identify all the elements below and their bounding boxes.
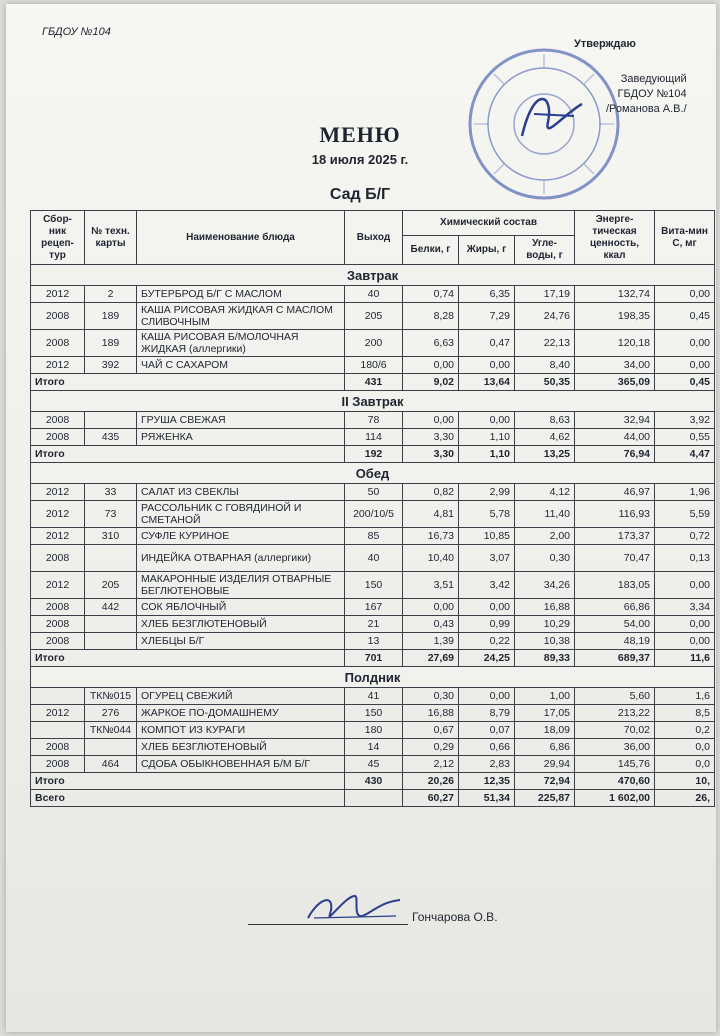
cell-vitamin: 1,6 [655,688,715,705]
col-vitamin: Вита-мин С, мг [655,211,715,265]
cell-protein: 0,30 [403,688,459,705]
table-row [31,357,715,374]
table-row [31,429,715,446]
table-row [31,705,715,722]
cell-collection: 2008 [31,633,85,650]
cell-dish: ХЛЕБ БЕЗГЛЮТЕНОВЫЙ [137,739,345,756]
cell-fat: 10,85 [459,528,515,545]
total-row [31,446,715,463]
cell-energy: 132,74 [575,286,655,303]
cell-dish: ХЛЕБЦЫ Б/Г [137,633,345,650]
cell-vitamin: 0,2 [655,722,715,739]
section-title: Полдник [31,667,715,688]
cell-protein: 0,29 [403,739,459,756]
cell-carbs: 18,09 [515,722,575,739]
cell-energy: 116,93 [575,501,655,528]
cell-carbs: 10,38 [515,633,575,650]
cell-yield: 192 [345,446,403,463]
cell-carbs: 6,86 [515,739,575,756]
cell-collection: 2008 [31,429,85,446]
cell-tech-card: 435 [85,429,137,446]
cell-tech-card: 442 [85,599,137,616]
col-collection: Сбор-ник рецеп-тур [31,211,85,265]
cell-tech-card: 189 [85,303,137,330]
cell-protein: 3,30 [403,429,459,446]
cell-vitamin: 0,0 [655,739,715,756]
cell-yield: 21 [345,616,403,633]
cell-carbs: 0,30 [515,545,575,572]
table-row [31,545,715,572]
cell-carbs: 17,19 [515,286,575,303]
approve-label: Утверждаю [574,38,636,50]
table-row [31,739,715,756]
cell-carbs: 89,33 [515,650,575,667]
cell-collection: 2012 [31,528,85,545]
cell-fat: 0,00 [459,599,515,616]
cell-dish: ХЛЕБ БЕЗГЛЮТЕНОВЫЙ [137,616,345,633]
cell-yield: 180 [345,722,403,739]
cell-carbs: 72,94 [515,773,575,790]
cell-carbs: 50,35 [515,374,575,391]
menu-table [30,210,715,807]
cell-yield: 180/6 [345,357,403,374]
section-header [31,265,715,286]
cell-dish: КАША РИСОВАЯ ЖИДКАЯ С МАСЛОМ СЛИВОЧНЫМ [137,303,345,330]
cell-collection: 2008 [31,412,85,429]
cell-carbs: 13,25 [515,446,575,463]
cell-protein: 1,39 [403,633,459,650]
cell-dish: СОК ЯБЛОЧНЫЙ [137,599,345,616]
cell-energy: 66,86 [575,599,655,616]
cell-vitamin: 0,00 [655,286,715,303]
cell-vitamin: 0,00 [655,572,715,599]
cell-energy: 689,37 [575,650,655,667]
cell-tech-card [85,616,137,633]
cell-dish: КАША РИСОВАЯ Б/МОЛОЧНАЯ ЖИДКАЯ (аллергики) [137,330,345,357]
cell-collection: 2008 [31,330,85,357]
cell-tech-card: 276 [85,705,137,722]
cell-energy: 173,37 [575,528,655,545]
cell-energy: 48,19 [575,633,655,650]
section-title: II Завтрак [31,391,715,412]
col-carbs: Угле-воды, г [515,236,575,265]
cell-dish: ИНДЕЙКА ОТВАРНАЯ (аллергики) [137,545,345,572]
cell-yield: 200 [345,330,403,357]
cell-fat: 51,34 [459,790,515,807]
cell-yield: 50 [345,484,403,501]
cell-dish: САЛАТ ИЗ СВЕКЛЫ [137,484,345,501]
cell-protein: 3,30 [403,446,459,463]
cell-dish: РЯЖЕНКА [137,429,345,446]
cell-dish: ОГУРЕЦ СВЕЖИЙ [137,688,345,705]
total-row [31,374,715,391]
cell-energy: 76,94 [575,446,655,463]
cell-yield: 430 [345,773,403,790]
cell-protein: 10,40 [403,545,459,572]
cell-protein: 8,28 [403,303,459,330]
cell-dish: СУФЛЕ КУРИНОЕ [137,528,345,545]
cell-dish: ЧАЙ С САХАРОМ [137,357,345,374]
cell-yield: 14 [345,739,403,756]
cell-fat: 3,42 [459,572,515,599]
cell-protein: 6,63 [403,330,459,357]
cell-tech-card: 33 [85,484,137,501]
cell-protein: 0,82 [403,484,459,501]
cell-yield: 701 [345,650,403,667]
cell-dish: КОМПОТ ИЗ КУРАГИ [137,722,345,739]
cell-fat: 1,10 [459,446,515,463]
cell-energy: 70,47 [575,545,655,572]
cell-collection [31,688,85,705]
col-tech-card: № техн. карты [85,211,137,265]
cell-fat: 0,00 [459,412,515,429]
cell-tech-card: 205 [85,572,137,599]
cell-fat: 0,00 [459,688,515,705]
cell-energy: 120,18 [575,330,655,357]
cell-tech-card [85,633,137,650]
cell-fat: 6,35 [459,286,515,303]
cell-fat: 0,00 [459,357,515,374]
cell-protein: 16,73 [403,528,459,545]
cell-yield: 150 [345,705,403,722]
cell-collection: 2012 [31,705,85,722]
cell-tech-card: 310 [85,528,137,545]
signature-line [248,924,408,925]
cell-yield: 85 [345,528,403,545]
menu-subtitle: Сад Б/Г [329,186,391,203]
approver-name: /Романова А.В./ [606,103,687,115]
cell-collection: 2008 [31,599,85,616]
cell-energy: 365,09 [575,374,655,391]
cell-carbs: 22,13 [515,330,575,357]
cell-vitamin: 0,00 [655,616,715,633]
cell-energy: 145,76 [575,756,655,773]
cell-fat: 0,99 [459,616,515,633]
cell-protein: 20,26 [403,773,459,790]
cell-tech-card: 464 [85,756,137,773]
table-row [31,688,715,705]
table-row [31,599,715,616]
cell-dish: БУТЕРБРОД Б/Г С МАСЛОМ [137,286,345,303]
cell-yield: 200/10/5 [345,501,403,528]
table-row [31,572,715,599]
cell-protein: 0,43 [403,616,459,633]
cell-protein: 0,00 [403,357,459,374]
cell-fat: 0,07 [459,722,515,739]
cell-fat: 13,64 [459,374,515,391]
cell-carbs: 34,26 [515,572,575,599]
cell-tech-card [85,545,137,572]
cell-vitamin: 11,6 [655,650,715,667]
cell-energy: 213,22 [575,705,655,722]
cell-tech-card: ТК№044 [85,722,137,739]
cell-carbs: 24,76 [515,303,575,330]
cell-vitamin: 0,00 [655,330,715,357]
cell-energy: 183,05 [575,572,655,599]
cell-yield: 78 [345,412,403,429]
cell-yield: 431 [345,374,403,391]
cell-energy: 54,00 [575,616,655,633]
cell-tech-card: 392 [85,357,137,374]
cell-vitamin: 0,0 [655,756,715,773]
cell-yield: 40 [345,545,403,572]
cell-protein: 3,51 [403,572,459,599]
total-label: Итого [31,374,345,391]
cell-tech-card: ТК№015 [85,688,137,705]
cell-collection: 2012 [31,484,85,501]
cell-fat: 5,78 [459,501,515,528]
cell-vitamin: 0,13 [655,545,715,572]
cell-fat: 0,66 [459,739,515,756]
cell-collection: 2012 [31,357,85,374]
cell-fat: 2,83 [459,756,515,773]
table-row [31,501,715,528]
cell-protein: 0,00 [403,412,459,429]
cell-yield: 41 [345,688,403,705]
cell-protein: 4,81 [403,501,459,528]
total-row [31,650,715,667]
cell-vitamin: 26, [655,790,715,807]
cell-yield [345,790,403,807]
cell-carbs: 29,94 [515,756,575,773]
cell-carbs: 4,12 [515,484,575,501]
table-row [31,412,715,429]
cell-energy: 198,35 [575,303,655,330]
cell-fat: 0,47 [459,330,515,357]
cell-vitamin: 5,59 [655,501,715,528]
cell-energy: 36,00 [575,739,655,756]
cell-vitamin: 0,00 [655,633,715,650]
total-label: Итого [31,773,345,790]
table-row [31,633,715,650]
cell-vitamin: 0,55 [655,429,715,446]
cell-dish: СДОБА ОБЫКНОВЕННАЯ Б/М Б/Г [137,756,345,773]
cell-yield: 40 [345,286,403,303]
cell-collection: 2012 [31,286,85,303]
cell-fat: 8,79 [459,705,515,722]
table-row [31,722,715,739]
cell-yield: 205 [345,303,403,330]
cell-energy: 46,97 [575,484,655,501]
cell-dish: РАССОЛЬНИК С ГОВЯДИНОЙ И СМЕТАНОЙ [137,501,345,528]
grand-total-label: Всего [31,790,345,807]
cell-yield: 167 [345,599,403,616]
cell-protein: 2,12 [403,756,459,773]
table-row [31,756,715,773]
cell-protein: 9,02 [403,374,459,391]
cell-energy: 32,94 [575,412,655,429]
cell-vitamin: 0,72 [655,528,715,545]
cell-carbs: 8,40 [515,357,575,374]
cell-tech-card [85,412,137,429]
cell-protein: 0,74 [403,286,459,303]
approver-title: Заведующий [620,73,687,85]
cell-vitamin: 3,34 [655,599,715,616]
cell-energy: 1 602,00 [575,790,655,807]
cell-vitamin: 8,5 [655,705,715,722]
section-header [31,463,715,484]
col-fat: Жиры, г [459,236,515,265]
cell-carbs: 2,00 [515,528,575,545]
cell-carbs: 225,87 [515,790,575,807]
cell-energy: 70,02 [575,722,655,739]
table-row [31,286,715,303]
cell-carbs: 17,05 [515,705,575,722]
menu-body [31,265,715,807]
cell-protein: 60,27 [403,790,459,807]
cell-energy: 470,60 [575,773,655,790]
cell-vitamin: 3,92 [655,412,715,429]
grand-total-row [31,790,715,807]
menu-date: 18 июля 2025 г. [311,152,409,167]
cell-carbs: 1,00 [515,688,575,705]
cell-tech-card [85,739,137,756]
cell-collection: 2012 [31,572,85,599]
table-row [31,484,715,501]
table-row [31,330,715,357]
cell-fat: 3,07 [459,545,515,572]
cell-dish: ЖАРКОЕ ПО-ДОМАШНЕМУ [137,705,345,722]
cell-carbs: 8,63 [515,412,575,429]
signature-icon [300,888,410,928]
col-protein: Белки, г [403,236,459,265]
cell-tech-card: 73 [85,501,137,528]
signature-name: Гончарова О.В. [412,910,498,924]
cell-protein: 16,88 [403,705,459,722]
total-label: Итого [31,650,345,667]
approver-block [606,72,687,117]
cell-fat: 24,25 [459,650,515,667]
total-label: Итого [31,446,345,463]
cell-carbs: 16,88 [515,599,575,616]
cell-collection: 2008 [31,545,85,572]
cell-vitamin: 1,96 [655,484,715,501]
cell-vitamin: 4,47 [655,446,715,463]
section-header [31,667,715,688]
section-title: Обед [31,463,715,484]
cell-protein: 0,67 [403,722,459,739]
cell-carbs: 4,62 [515,429,575,446]
cell-protein: 0,00 [403,599,459,616]
cell-dish: МАКАРОННЫЕ ИЗДЕЛИЯ ОТВАРНЫЕ БЕГЛЮТЕНОВЫЕ [137,572,345,599]
cell-vitamin: 0,45 [655,303,715,330]
cell-fat: 12,35 [459,773,515,790]
cell-collection [31,722,85,739]
cell-yield: 150 [345,572,403,599]
cell-collection: 2008 [31,756,85,773]
cell-collection: 2012 [31,501,85,528]
cell-protein: 27,69 [403,650,459,667]
page-title: МЕНЮ [319,122,401,147]
total-row [31,773,715,790]
cell-collection: 2008 [31,303,85,330]
cell-tech-card: 189 [85,330,137,357]
cell-fat: 0,22 [459,633,515,650]
col-chem: Химический состав [403,211,575,236]
col-energy: Энерге-тическая ценность, ккал [575,211,655,265]
cell-carbs: 10,29 [515,616,575,633]
section-title: Завтрак [31,265,715,286]
cell-fat: 1,10 [459,429,515,446]
approver-org: ГБДОУ №104 [617,88,687,100]
cell-fat: 2,99 [459,484,515,501]
col-yield: Выход [345,211,403,265]
table-row [31,303,715,330]
cell-vitamin: 0,45 [655,374,715,391]
cell-collection: 2008 [31,739,85,756]
cell-yield: 114 [345,429,403,446]
org-name: ГБДОУ №104 [42,26,111,38]
cell-dish: ГРУША СВЕЖАЯ [137,412,345,429]
table-row [31,616,715,633]
cell-vitamin: 0,00 [655,357,715,374]
section-header [31,391,715,412]
cell-energy: 34,00 [575,357,655,374]
cell-energy: 44,00 [575,429,655,446]
cell-collection: 2008 [31,616,85,633]
cell-vitamin: 10, [655,773,715,790]
cell-yield: 45 [345,756,403,773]
cell-tech-card: 2 [85,286,137,303]
cell-energy: 5,60 [575,688,655,705]
col-dish: Наименование блюда [137,211,345,265]
cell-fat: 7,29 [459,303,515,330]
cell-yield: 13 [345,633,403,650]
cell-carbs: 11,40 [515,501,575,528]
table-row [31,528,715,545]
